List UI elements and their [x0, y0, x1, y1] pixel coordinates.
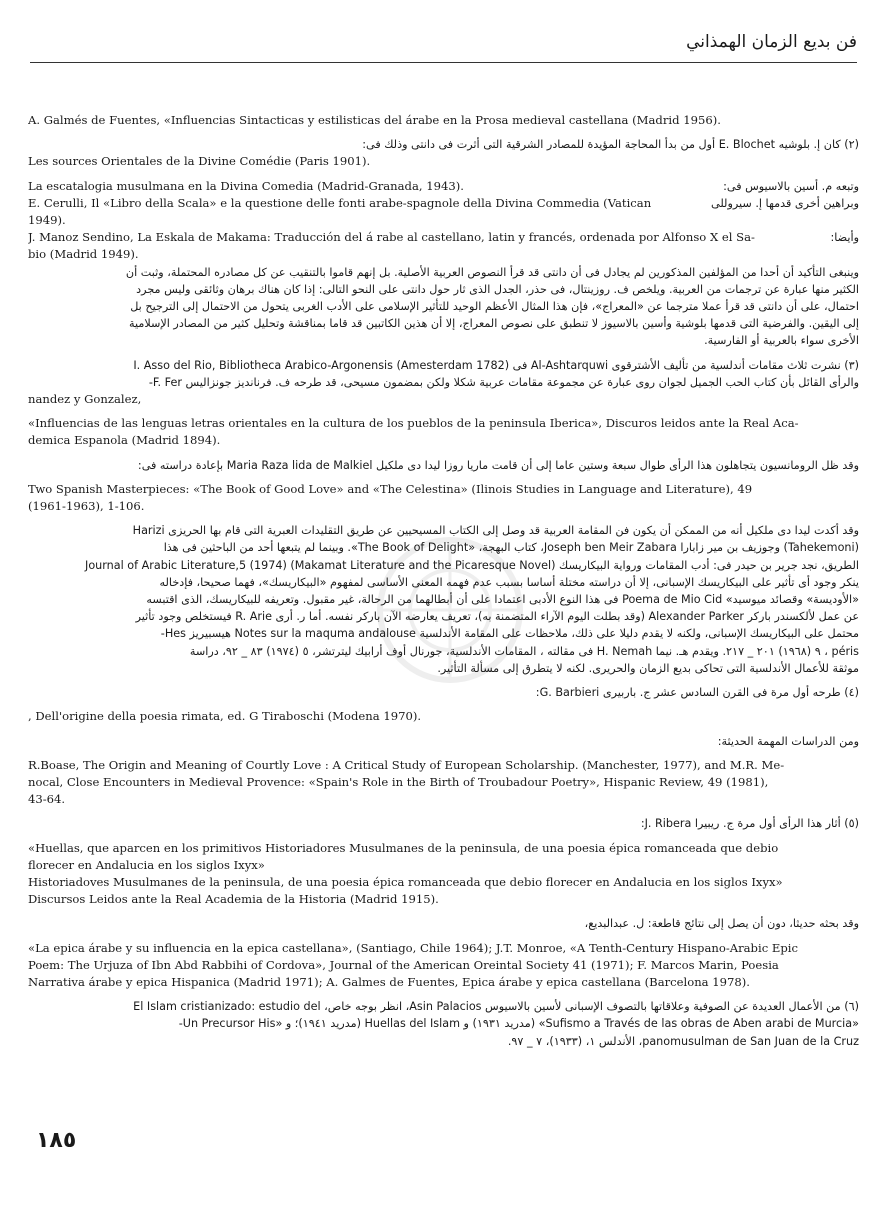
text-line: «Huellas, que aparcen en los primitivos Historiadores Musulmanes de la peninsula, de una poesia épica romanceada que debio [28, 840, 779, 855]
text-line: (1961-1963), 1-106. [28, 499, 145, 514]
text-line: Discursos Leidos ante la Real Academia de la Historia (Madrid 1915). [28, 892, 439, 907]
text-line: وقد أكدت ليدا دى ملكيل أنه من الممكن أن يكون فن المقامة العربية قد وصل إلى الكتاب المسيحيين عن طريق التقليدات العبرية التى قام بها الحريزى Harizi [132, 524, 859, 538]
text-line: Les sources Orientales de la Divine Comédie (Paris 1901). [28, 154, 371, 169]
line-gap [28, 350, 859, 357]
text-line: ينكر وجود أى تأثير على البيكاريسك الإسبانى، إلا أن دراسته مختلة أساسا بسبب عدم فهمه المعنى الأساسى لمفهوم «البيكاريسك»، فهما صحيحا، فإدخاله [159, 575, 859, 589]
latin-segment: J. Manoz Sendino, La Eskala de Makama: Traducción del á rabe al castellano, latin y francés, ordenada por Alfonso X el Sa- [28, 230, 755, 245]
text-line: (Tahekemoni) وجوزيف بن مير زابارا Joseph ben Meir Zabara، كتاب البهجة، «The Book of Delight». وبينما لم يتبعها أحد من الباحثين فى هذا [163, 541, 859, 555]
text-line: péris ، ٩ (١٩٦٨) ٢٠١ _ ٢١٧. ويقدم هـ. نيما H. Nemah فى مقالته ، المقامات الأندلسية، جورنال أوف أرابيك ليترتشر، ٥ (١٩٧٤) ٨٣ _ ٩٢، دراسة [189, 644, 859, 658]
text-line: florecer en Andalucia en los siglos Ixyx» [28, 857, 265, 872]
text-line: «الأوديسة» وقصائد ميوسيد» Poema de Mio Cid فى هذا النوع الأدبى اعتمادا على أن أبطالهما من الرحالة، غير مقبول. وتعريفه للبيكاريسك، الذى اقتبسه [146, 593, 859, 607]
text-line [28, 178, 859, 195]
line-gap [28, 515, 859, 522]
text-line: محتمل على البيكاريسك الإسبانى، ولكنه لا يقدم دليلا على ذلك، ملاحظات على المقامة الأندلسية Notes sur la maquma andalouse هيسبيريز Hes- [160, 627, 859, 641]
text-line: ومن الدراسات المهمة الحديثة: [717, 734, 859, 748]
text-line: (٤) طرحه أول مرة فى القرن السادس عشر ج. باربيرى G. Barbieri: [535, 686, 859, 700]
line-gap [28, 129, 859, 136]
line-gap [28, 677, 859, 684]
text-line: A. Galmés de Fuentes, «Influencias Sintacticas y estilisticas del árabe en la Prosa medieval castellana (Madrid 1956). [28, 113, 721, 127]
line-gap [28, 808, 859, 815]
text-line: عن عمل لألكسندر باركر Alexander Parker (وقد بطلت اليوم الآراء المتضمنة به)، تعريف يعارضه الآن باركر نفسه. أما ر. أرى R. Arie فيستخلص وجود تأثير [135, 610, 859, 624]
line-gap [28, 991, 859, 998]
text-line: 1949). [28, 213, 66, 228]
line-gap [28, 908, 859, 915]
text-line: إلى اليقين. والفرضية التى قدمها بلوشية وأسين بالاسيوز لا تنطبق على نصوص المعراج، إلا أن هذين الكاتبين قد قاما بمناقشة وتحليل كثير من المصادر الإسلامية [128, 317, 859, 331]
text-line: bio (Madrid 1949). [28, 247, 139, 262]
text-line: Poem: The Urjuza of Ibn Abd Rabbihi of Cordova», Journal of the American Oreintal Society 41 (1971); F. Marcos Marin, Poesia [28, 957, 779, 972]
page-number: ١٨٥ [36, 1128, 77, 1153]
text-line: الأخرى سواء بالعربية أو الفارسية. [704, 334, 859, 348]
text-line: موثقة للأعمال الأندلسية التى تحاكى بديع الزمان والحريرى. لكنه لا يتطرق إلى مسألة التأثير. [437, 661, 859, 675]
text-line: وقد ظل الرومانسيون يتجاهلون هذا الرأى طوال سبعة وستين عاما إلى أن قامت ماريا روزا ليدا دى ملكيل Maria Raza lida de Malkiel بإعادة دراسته فى: [137, 458, 859, 472]
line-gap [28, 750, 859, 757]
text-line: nocal, Close Encounters in Medieval Provence: «Spain's Role in the Birth of Troubadour Poetry», Hispanic Review, 49 (1981), [28, 774, 769, 789]
text-line: , Dell'origine della poesia rimata, ed. G Tiraboschi (Modena 1970). [28, 709, 422, 724]
line-gap [28, 933, 859, 940]
text-line: احتمال، على أن دانتى قد قرأ عملا مترجما عن «المعراج»، فإن هذا المثال الأعظم الوحيد للتأثير الإسلامى على الأدب الغربى يتحول من الاحتمال إلى الترجيح بل [130, 300, 859, 314]
latin-segment: E. Cerulli, Il «Libro della Scala» e la questione delle fonti arabe-spagnole della Divina Commedia (Vatican [28, 195, 652, 210]
latin-segment: La escatalogia musulmana en la Divina Comedia (Madrid-Granada, 1943). [28, 178, 464, 193]
text-line: (٥) أثار هذا الرأى أول مرة ج. ريبيرا J. Ribera: [640, 817, 859, 831]
text-line: (٦) من الأعمال العديدة عن الصوفية وعلاقاتها بالتصوف الإسبانى لأسين بالاسيوس Asin Palacios، انظر بوجه خاص، El Islam cristianizado: estudio del [133, 1000, 859, 1014]
line-gap [28, 701, 859, 708]
text-line: Two Spanish Masterpieces: «The Book of Good Love» and «The Celestina» (Ilinois Studies in Language and Literature), 49 [28, 481, 753, 496]
text-line: الطريق، نجد جرير بن حيدر فى: أدب المقامات ورواية البيكاريسك (Makamat Literature and the Picaresque Novel) Journal of Arabic Literature,5 (1974) [85, 558, 859, 572]
text-line: الكثير منها عبارة عن ترجمات من العربية. ويلخص ف. روزينتال، فى حذر، الجدل الذى ثار حول دانتى على النحو التالى: إذا كان هناك برهان وثائقى وليس مجرد [136, 282, 859, 296]
text-line: Narrativa árabe y epica Hispanica (Madrid 1971); A. Galmes de Fuentes, Epica árabe y epica castellana (Barcelona 1978). [28, 974, 750, 989]
text-line: panomusulman de San Juan de la Cruz، الأندلس ١، (١٩٣٣)، ٧ _ ٩٧. [507, 1034, 859, 1048]
text-line: «Sufismo a Través de las obras de Aben arabi de Murcia» (مدريد ١٩٣١) و Huellas del Islam (مدريد ١٩٤١)؛ و «Un Precursor His- [178, 1017, 859, 1031]
arabic-segment: وأيضا: [830, 231, 859, 245]
text-line: nandez y Gonzalez, [28, 392, 142, 407]
arabic-segment: وبراهين أخرى قدمها إ. سيروللى [711, 196, 859, 210]
text-line: (٣) نشرت ثلاث مقامات أندلسية من تأليف الأشترقوى Al-Ashtarquwi فى (Amesterdam 1782) I. Asso del Rio, Bibliotheca Arabico-Argonensis [133, 358, 859, 372]
line-gap [28, 726, 859, 733]
line-gap [28, 450, 859, 457]
text-line [28, 229, 859, 246]
header-title: فن بديع الزمان الهمذاني [686, 32, 857, 52]
text-line: demica Espanola (Madrid 1894). [28, 433, 221, 448]
line-gap [28, 833, 859, 840]
text-line: والرأى القائل بأن كتاب الحب الجميل لجوان روى عبارة عن مجموعة مقامات عربية شكلا ولكن بمضمون مسيحى، قد طرحه ف. فرنانديز جونزاليس F. Fer- [148, 375, 859, 389]
text-line: Historiadoves Musulmanes de la peninsula, de una poesia épica romanceada que debio florecer en Andalucia en los siglos Ixyx» [28, 874, 783, 889]
line-gap [28, 474, 859, 481]
text-line: R.Boase, The Origin and Meaning of Courtly Love : A Critical Study of European Scholarship. (Manchester, 1977), and M.R. Me- [28, 757, 785, 772]
text-line: «La epica árabe y su influencia en la epica castellana», (Santiago, Chile 1964); J.T. Monroe, «A Tenth-Century Hispano-Arabic Epic [28, 940, 798, 955]
text-line: وينبغى التأكيد أن أحدا من المؤلفين المذكورين لم يجادل فى أن دانتى قد قرأ النصوص العربية الأصلية. بل إنهم قاموا بالتنقيب عن كل مصادره المحتملة، وثبت أن [125, 265, 859, 279]
text-line: وقد بحثه حديثا، دون أن يصل إلى نتائج قاطعة: ل. عبدالبديع، [584, 917, 859, 931]
text-line [28, 195, 859, 212]
text-line: (٢) كان إ. بلوشيه E. Blochet أول من بدأ المحاجة المؤيدة للمصادر الشرقية التى أثرت فى دانتى وذلك فى: [362, 138, 859, 152]
text-line: 43-64. [28, 792, 66, 807]
text-line: «Influencias de las lenguas letras orientales en la cultura de los pueblos de la peninsula Iberica», Discuros leidos ante la Real Aca- [28, 416, 799, 431]
line-gap [28, 408, 859, 415]
line-gap [28, 171, 859, 178]
footnotes-body [28, 112, 859, 1050]
running-header [30, 28, 857, 63]
arabic-segment: وتبعه م. أسين بالاسيوس فى: [723, 179, 859, 193]
